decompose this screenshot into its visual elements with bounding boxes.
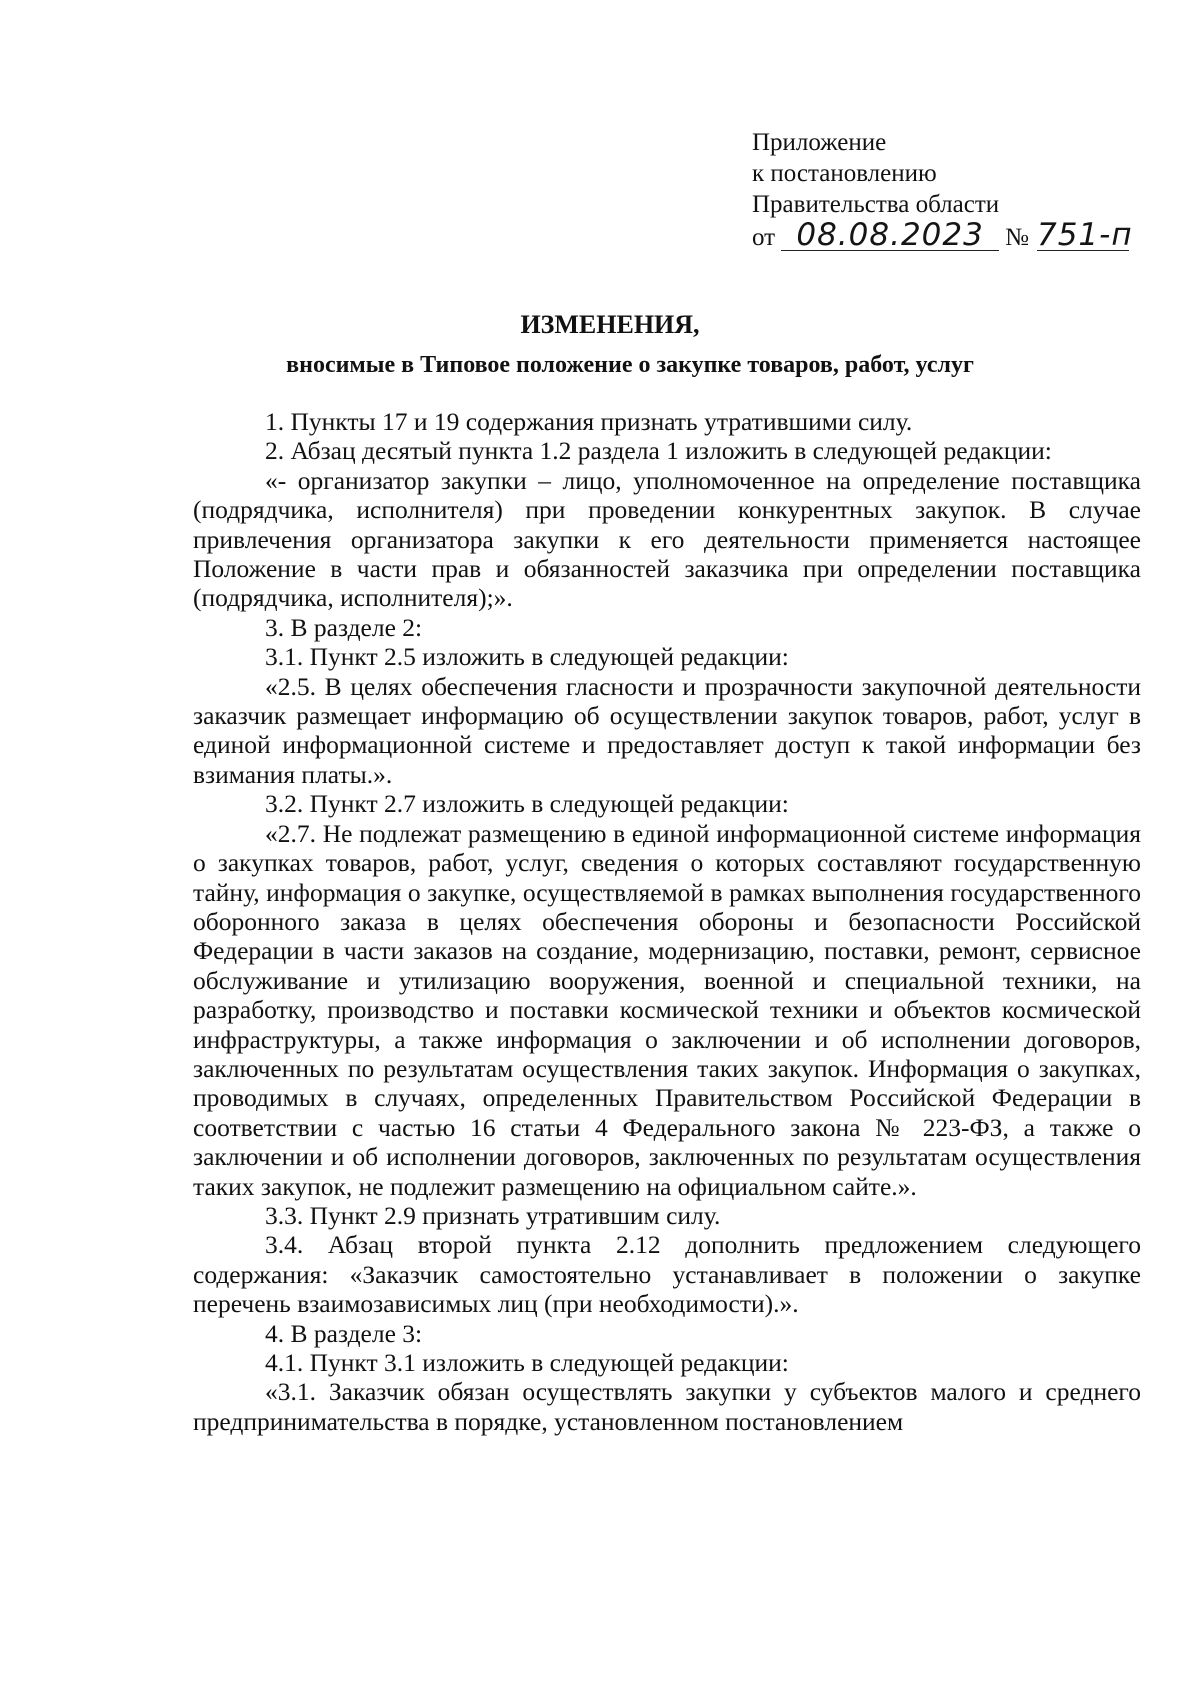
paragraph: 1. Пункты 17 и 19 содержания признать утратившими силу.	[265, 407, 913, 436]
paragraph: 2. Абзац десятый пункта 1.2 раздела 1 изложить в следующей редакции:	[265, 436, 1052, 466]
paragraph: 3.4. Абзац второй пункта 2.12 дополнить предложением следующего содержания: «Заказчик самостоятельно устанавливает в положении о закупке перечень взаимозависимых лиц (при необходимости).».	[193, 1230, 1141, 1319]
paragraph: 4.1. Пункт 3.1 изложить в следующей редакции:	[265, 1348, 789, 1377]
appendix-header	[752, 127, 1133, 253]
date-prefix: от	[752, 224, 776, 251]
document-subtitle: вносимые в Типовое положение о закупке товаров, работ, услуг	[286, 352, 974, 378]
number-prefix: №	[1005, 224, 1029, 251]
document-title: ИЗМЕНЕНИЯ,	[520, 310, 700, 339]
handwritten-date: 08.08.2023	[781, 220, 999, 251]
document-body	[193, 407, 1141, 1436]
paragraph: 4. В разделе 3:	[265, 1318, 423, 1348]
paragraph: 3.3. Пункт 2.9 признать утратившим силу.	[265, 1200, 721, 1230]
paragraph: 3. В разделе 2:	[265, 612, 423, 642]
paragraph: 3.1. Пункт 2.5 изложить в следующей редакции:	[265, 642, 789, 672]
appendix-line-3: Правительства области	[752, 191, 1000, 218]
paragraph: «2.5. В целях обеспечения гласности и прозрачности закупочной деятельности заказчик размещает информацию об осуществлении закупок товаров, работ, услуг в единой информационной системе и предоставляет доступ к такой информации без взимания платы.».	[193, 671, 1141, 789]
paragraph: «2.7. Не подлежат размещению в единой информационной системе информация о закупках товаров, работ, услуг, сведения о которых составляют государственную тайну, информация о закупке, осуществляемой в рамках выполнения государственного оборонного заказа в целях обеспечения обороны и безопасности Российской Федерации в части заказов на создание, модернизацию, поставки, ремонт, сервисное обслуживание и утилизацию вооружения, военной и специальной техники, на разработку, производство и поставки космической техники и объектов космической инфраструктуры, а также информация о заключении и об исполнении договоров, заключенных по результатам осуществления таких закупок. Информация о закупках, проводимых в случаях, определенных Правительством Российской Федерации в соответствии с частью 16 статьи 4 Федерального закона № 223-ФЗ, а также о заключении и об исполнении договоров, заключенных по результатам осуществления таких закупок, не подлежит размещению на официальном сайте.».	[193, 818, 1141, 1201]
paragraph: «- организатор закупки – лицо, уполномоченное на определение поставщика (подрядчика, исполнителя) при проведении конкурентных закупок. В случае привлечения организатора закупки к его деятельности применяется настоящее Положение в части прав и обязанностей заказчика при определении поставщика (подрядчика, исполнителя);».	[193, 465, 1141, 613]
appendix-line-2: к постановлению	[752, 160, 937, 187]
paragraph: «3.1. Заказчик обязан осуществлять закупки у субъектов малого и среднего предпринимательства в порядке, установленном постановлением	[193, 1377, 1141, 1436]
date-number-line	[752, 217, 1133, 253]
handwritten-number: 751-п	[1036, 217, 1133, 253]
appendix-line-1: Приложение	[752, 129, 887, 156]
paragraph: 3.2. Пункт 2.7 изложить в следующей редакции:	[265, 789, 789, 819]
